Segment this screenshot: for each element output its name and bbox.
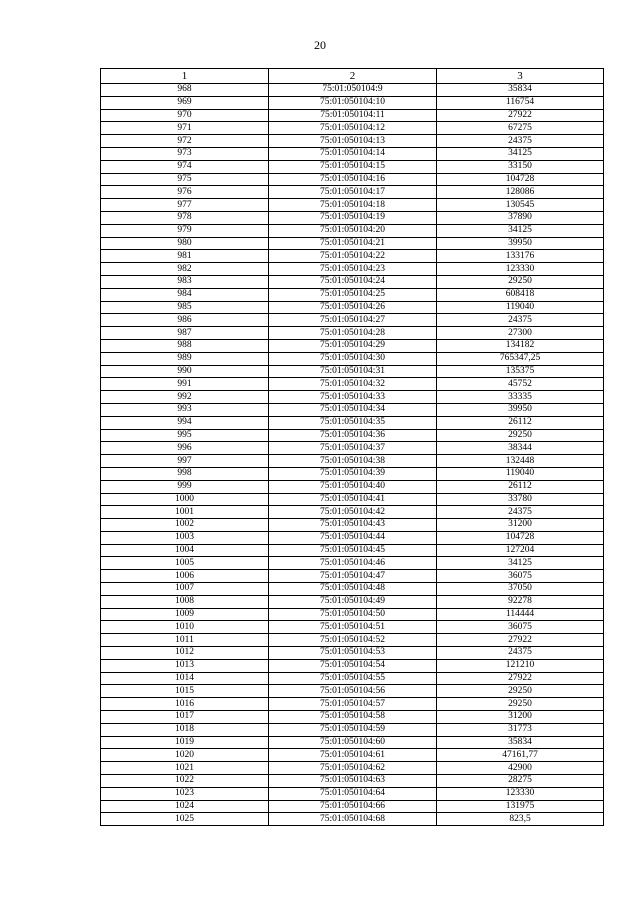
- cadastral-number-cell: 75:01:050104:39: [269, 467, 437, 480]
- value-cell: 119040: [437, 467, 604, 480]
- value-cell: 35834: [437, 736, 604, 749]
- row-number-cell: 1009: [101, 608, 269, 621]
- table-row: [101, 378, 604, 391]
- table-row: [101, 224, 604, 237]
- cadastral-number-cell: 75:01:050104:16: [269, 173, 437, 186]
- value-cell: 123330: [437, 263, 604, 276]
- row-number-cell: 986: [101, 314, 269, 327]
- cadastral-number-cell: 75:01:050104:66: [269, 800, 437, 813]
- value-cell: 31200: [437, 711, 604, 724]
- cadastral-number-cell: 75:01:050104:47: [269, 570, 437, 583]
- table-row: [101, 531, 604, 544]
- cadastral-number-cell: 75:01:050104:11: [269, 109, 437, 122]
- row-number-cell: 1022: [101, 775, 269, 788]
- row-number-cell: 982: [101, 263, 269, 276]
- row-number-cell: 1005: [101, 557, 269, 570]
- cadastral-number-cell: 75:01:050104:64: [269, 787, 437, 800]
- row-number-cell: 1020: [101, 749, 269, 762]
- table-row: [101, 455, 604, 468]
- value-cell: 92278: [437, 595, 604, 608]
- table-row: [101, 301, 604, 314]
- cadastral-number-cell: 75:01:050104:50: [269, 608, 437, 621]
- table-row: [101, 147, 604, 160]
- table-row: [101, 570, 604, 583]
- table-row: [101, 813, 604, 826]
- value-cell: 608418: [437, 288, 604, 301]
- table-row: [101, 199, 604, 212]
- table-row: [101, 365, 604, 378]
- value-cell: 123330: [437, 787, 604, 800]
- cadastral-number-cell: 75:01:050104:10: [269, 96, 437, 109]
- table-row: [101, 275, 604, 288]
- value-cell: 135375: [437, 365, 604, 378]
- cadastral-number-cell: 75:01:050104:12: [269, 122, 437, 135]
- value-cell: 121210: [437, 659, 604, 672]
- value-cell: 34125: [437, 557, 604, 570]
- table-row: [101, 467, 604, 480]
- value-cell: 27922: [437, 672, 604, 685]
- cadastral-number-cell: 75:01:050104:21: [269, 237, 437, 250]
- row-number-cell: 978: [101, 211, 269, 224]
- cadastral-number-cell: 75:01:050104:60: [269, 736, 437, 749]
- value-cell: 45752: [437, 378, 604, 391]
- row-number-cell: 969: [101, 96, 269, 109]
- table-row: [101, 723, 604, 736]
- row-number-cell: 1014: [101, 672, 269, 685]
- table-row: [101, 711, 604, 724]
- table-row: [101, 173, 604, 186]
- value-cell: 128086: [437, 186, 604, 199]
- cadastral-number-cell: 75:01:050104:32: [269, 378, 437, 391]
- cadastral-number-cell: 75:01:050104:25: [269, 288, 437, 301]
- table-row: [101, 263, 604, 276]
- value-cell: 37890: [437, 211, 604, 224]
- table-row: [101, 762, 604, 775]
- value-cell: 133176: [437, 250, 604, 263]
- cadastral-number-cell: 75:01:050104:37: [269, 442, 437, 455]
- value-cell: 36075: [437, 621, 604, 634]
- cadastral-number-cell: 75:01:050104:49: [269, 595, 437, 608]
- row-number-cell: 1021: [101, 762, 269, 775]
- cadastral-number-cell: 75:01:050104:38: [269, 455, 437, 468]
- table-row: [101, 403, 604, 416]
- table-row: [101, 96, 604, 109]
- table-row: [101, 416, 604, 429]
- row-number-cell: 1010: [101, 621, 269, 634]
- table-row: [101, 442, 604, 455]
- row-number-cell: 998: [101, 467, 269, 480]
- cadastral-number-cell: 75:01:050104:44: [269, 531, 437, 544]
- cadastral-number-cell: 75:01:050104:33: [269, 391, 437, 404]
- cadastral-number-cell: 75:01:050104:41: [269, 493, 437, 506]
- cadastral-number-cell: 75:01:050104:9: [269, 84, 437, 97]
- table-row: [101, 775, 604, 788]
- value-cell: 104728: [437, 173, 604, 186]
- value-cell: 134182: [437, 339, 604, 352]
- cadastral-number-cell: 75:01:050104:55: [269, 672, 437, 685]
- value-cell: 29250: [437, 275, 604, 288]
- table-row: [101, 211, 604, 224]
- row-number-cell: 980: [101, 237, 269, 250]
- cadastral-number-cell: 75:01:050104:29: [269, 339, 437, 352]
- cadastral-number-cell: 75:01:050104:54: [269, 659, 437, 672]
- row-number-cell: 1025: [101, 813, 269, 826]
- cadastral-number-cell: 75:01:050104:51: [269, 621, 437, 634]
- value-cell: 26112: [437, 480, 604, 493]
- row-number-cell: 1004: [101, 544, 269, 557]
- row-number-cell: 1008: [101, 595, 269, 608]
- row-number-cell: 975: [101, 173, 269, 186]
- value-cell: 35834: [437, 84, 604, 97]
- row-number-cell: 1000: [101, 493, 269, 506]
- table-row: [101, 122, 604, 135]
- value-cell: 27922: [437, 634, 604, 647]
- cadastral-number-cell: 75:01:050104:31: [269, 365, 437, 378]
- table-row: [101, 327, 604, 340]
- row-number-cell: 1002: [101, 519, 269, 532]
- row-number-cell: 995: [101, 429, 269, 442]
- cadastral-number-cell: 75:01:050104:27: [269, 314, 437, 327]
- cadastral-number-cell: 75:01:050104:59: [269, 723, 437, 736]
- row-number-cell: 993: [101, 403, 269, 416]
- table-row: [101, 557, 604, 570]
- value-cell: 31200: [437, 519, 604, 532]
- value-cell: 24375: [437, 314, 604, 327]
- table-row: [101, 84, 604, 97]
- row-number-cell: 989: [101, 352, 269, 365]
- row-number-cell: 974: [101, 160, 269, 173]
- column-header-2: 2: [269, 69, 437, 84]
- value-cell: 29250: [437, 685, 604, 698]
- row-number-cell: 971: [101, 122, 269, 135]
- cadastral-number-cell: 75:01:050104:63: [269, 775, 437, 788]
- table-row: [101, 352, 604, 365]
- value-cell: 26112: [437, 416, 604, 429]
- cadastral-number-cell: 75:01:050104:43: [269, 519, 437, 532]
- row-number-cell: 988: [101, 339, 269, 352]
- cadastral-number-cell: 75:01:050104:48: [269, 583, 437, 596]
- cadastral-number-cell: 75:01:050104:45: [269, 544, 437, 557]
- row-number-cell: 1024: [101, 800, 269, 813]
- table-header-row: [101, 69, 604, 84]
- row-number-cell: 1003: [101, 531, 269, 544]
- cadastral-number-cell: 75:01:050104:57: [269, 698, 437, 711]
- row-number-cell: 992: [101, 391, 269, 404]
- row-number-cell: 990: [101, 365, 269, 378]
- table-row: [101, 544, 604, 557]
- value-cell: 24375: [437, 647, 604, 660]
- cadastral-number-cell: 75:01:050104:30: [269, 352, 437, 365]
- value-cell: 765347,25: [437, 352, 604, 365]
- row-number-cell: 999: [101, 480, 269, 493]
- cadastral-number-cell: 75:01:050104:53: [269, 647, 437, 660]
- table-row: [101, 698, 604, 711]
- cadastral-number-cell: 75:01:050104:56: [269, 685, 437, 698]
- row-number-cell: 977: [101, 199, 269, 212]
- value-cell: 131975: [437, 800, 604, 813]
- table-row: [101, 672, 604, 685]
- row-number-cell: 994: [101, 416, 269, 429]
- row-number-cell: 1012: [101, 647, 269, 660]
- table-row: [101, 480, 604, 493]
- cadastral-number-cell: 75:01:050104:28: [269, 327, 437, 340]
- column-header-1: 1: [101, 69, 269, 84]
- table-row: [101, 339, 604, 352]
- row-number-cell: 1023: [101, 787, 269, 800]
- table-row: [101, 493, 604, 506]
- cadastral-number-cell: 75:01:050104:17: [269, 186, 437, 199]
- value-cell: 27922: [437, 109, 604, 122]
- cadastral-number-cell: 75:01:050104:15: [269, 160, 437, 173]
- row-number-cell: 983: [101, 275, 269, 288]
- table-row: [101, 135, 604, 148]
- value-cell: 31773: [437, 723, 604, 736]
- value-cell: 33150: [437, 160, 604, 173]
- table-row: [101, 595, 604, 608]
- row-number-cell: 1015: [101, 685, 269, 698]
- row-number-cell: 1013: [101, 659, 269, 672]
- table-row: [101, 634, 604, 647]
- value-cell: 24375: [437, 506, 604, 519]
- value-cell: 34125: [437, 147, 604, 160]
- value-cell: 27300: [437, 327, 604, 340]
- row-number-cell: 970: [101, 109, 269, 122]
- row-number-cell: 987: [101, 327, 269, 340]
- cadastral-number-cell: 75:01:050104:52: [269, 634, 437, 647]
- table-row: [101, 288, 604, 301]
- table-row: [101, 237, 604, 250]
- value-cell: 130545: [437, 199, 604, 212]
- table-row: [101, 583, 604, 596]
- row-number-cell: 1019: [101, 736, 269, 749]
- cadastral-number-cell: 75:01:050104:22: [269, 250, 437, 263]
- value-cell: 36075: [437, 570, 604, 583]
- row-number-cell: 996: [101, 442, 269, 455]
- value-cell: 132448: [437, 455, 604, 468]
- value-cell: 104728: [437, 531, 604, 544]
- value-cell: 114444: [437, 608, 604, 621]
- table-row: [101, 800, 604, 813]
- cadastral-number-cell: 75:01:050104:40: [269, 480, 437, 493]
- table-row: [101, 659, 604, 672]
- table-row: [101, 109, 604, 122]
- cadastral-number-cell: 75:01:050104:61: [269, 749, 437, 762]
- row-number-cell: 1018: [101, 723, 269, 736]
- value-cell: 33335: [437, 391, 604, 404]
- value-cell: 127204: [437, 544, 604, 557]
- table-row: [101, 250, 604, 263]
- row-number-cell: 1016: [101, 698, 269, 711]
- cadastral-number-cell: 75:01:050104:46: [269, 557, 437, 570]
- value-cell: 823,5: [437, 813, 604, 826]
- row-number-cell: 1001: [101, 506, 269, 519]
- cadastral-number-cell: 75:01:050104:68: [269, 813, 437, 826]
- table-row: [101, 749, 604, 762]
- table-row: [101, 647, 604, 660]
- value-cell: 24375: [437, 135, 604, 148]
- value-cell: 42900: [437, 762, 604, 775]
- row-number-cell: 984: [101, 288, 269, 301]
- table-row: [101, 429, 604, 442]
- cadastral-number-cell: 75:01:050104:18: [269, 199, 437, 212]
- cadastral-number-cell: 75:01:050104:13: [269, 135, 437, 148]
- value-cell: 38344: [437, 442, 604, 455]
- table-row: [101, 621, 604, 634]
- row-number-cell: 981: [101, 250, 269, 263]
- row-number-cell: 1011: [101, 634, 269, 647]
- cadastral-number-cell: 75:01:050104:19: [269, 211, 437, 224]
- registry-table: [100, 68, 604, 826]
- row-number-cell: 1006: [101, 570, 269, 583]
- row-number-cell: 972: [101, 135, 269, 148]
- row-number-cell: 1007: [101, 583, 269, 596]
- row-number-cell: 985: [101, 301, 269, 314]
- cadastral-number-cell: 75:01:050104:20: [269, 224, 437, 237]
- value-cell: 116754: [437, 96, 604, 109]
- cadastral-number-cell: 75:01:050104:62: [269, 762, 437, 775]
- value-cell: 67275: [437, 122, 604, 135]
- row-number-cell: 973: [101, 147, 269, 160]
- table-body: [101, 84, 604, 826]
- value-cell: 39950: [437, 403, 604, 416]
- row-number-cell: 997: [101, 455, 269, 468]
- value-cell: 33780: [437, 493, 604, 506]
- page-number: 20: [314, 38, 326, 52]
- table-row: [101, 314, 604, 327]
- value-cell: 29250: [437, 698, 604, 711]
- cadastral-number-cell: 75:01:050104:58: [269, 711, 437, 724]
- cadastral-number-cell: 75:01:050104:23: [269, 263, 437, 276]
- row-number-cell: 991: [101, 378, 269, 391]
- cadastral-number-cell: 75:01:050104:24: [269, 275, 437, 288]
- cadastral-number-cell: 75:01:050104:36: [269, 429, 437, 442]
- value-cell: 39950: [437, 237, 604, 250]
- cadastral-number-cell: 75:01:050104:34: [269, 403, 437, 416]
- cadastral-number-cell: 75:01:050104:35: [269, 416, 437, 429]
- cadastral-number-cell: 75:01:050104:26: [269, 301, 437, 314]
- table-row: [101, 685, 604, 698]
- value-cell: 34125: [437, 224, 604, 237]
- table-row: [101, 506, 604, 519]
- row-number-cell: 976: [101, 186, 269, 199]
- value-cell: 119040: [437, 301, 604, 314]
- table-row: [101, 391, 604, 404]
- value-cell: 37050: [437, 583, 604, 596]
- row-number-cell: 968: [101, 84, 269, 97]
- cadastral-number-cell: 75:01:050104:14: [269, 147, 437, 160]
- value-cell: 28275: [437, 775, 604, 788]
- row-number-cell: 1017: [101, 711, 269, 724]
- value-cell: 47161,77: [437, 749, 604, 762]
- table-row: [101, 186, 604, 199]
- row-number-cell: 979: [101, 224, 269, 237]
- table-row: [101, 736, 604, 749]
- table-row: [101, 160, 604, 173]
- table-row: [101, 519, 604, 532]
- table-row: [101, 608, 604, 621]
- value-cell: 29250: [437, 429, 604, 442]
- column-header-3: 3: [437, 69, 604, 84]
- table-row: [101, 787, 604, 800]
- cadastral-number-cell: 75:01:050104:42: [269, 506, 437, 519]
